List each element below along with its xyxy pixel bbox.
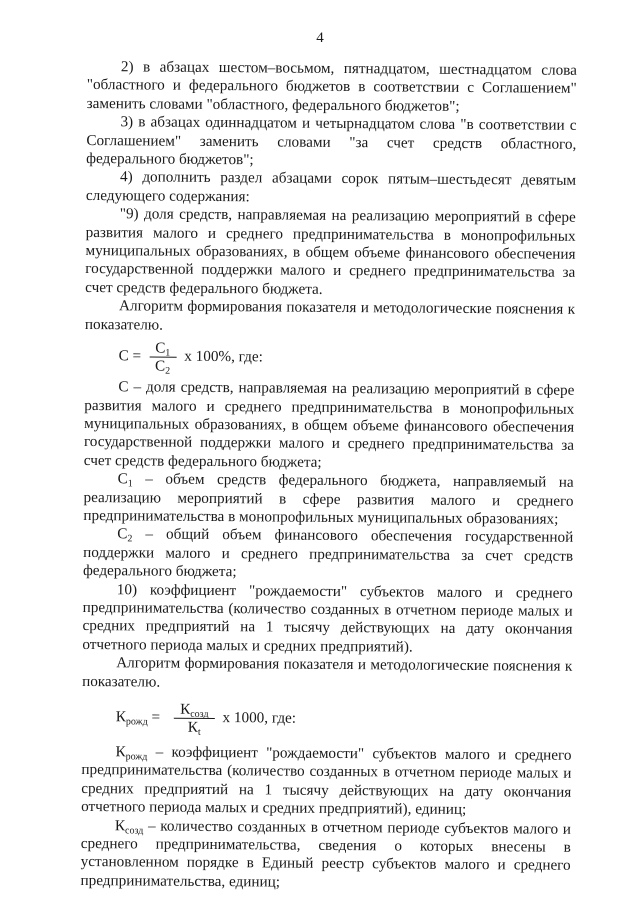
formula1-den-sub: 2 bbox=[165, 365, 171, 377]
formula2-lhs-base: К bbox=[115, 708, 127, 726]
paragraph-indicator-10: 10) коэффициент "рождаемости" субъектов малого и среднего предпринимательства (количество созданных в отчетном периоде малых и средних предприятий на 1 тысячу действующих на дату окончания отчетного периода малых и средних предприятий). bbox=[82, 580, 573, 656]
definition-k-rozhd bbox=[81, 743, 572, 820]
definition-c2 bbox=[83, 525, 573, 584]
definition-c: С – доля средств, направляемая на реализацию мероприятий в сфере развития малого и среднего предпринимательства в монопрофильных муниципальных образованиях, в общем объеме финансового обеспечения государственной поддержки малого и среднего предпринимательства за счет средств федерального бюджета; bbox=[83, 378, 575, 471]
definition-k-sozd-sub: созд bbox=[125, 824, 144, 837]
definition-k-sozd-text: – количество созданных в отчетном периоде субъектов малого и среднего предпринимательства, сведения о которых внесены в установленном порядке в Единый реестр субъектов малого и среднего предпринимательства, единиц; bbox=[80, 817, 572, 891]
formula-birth-rate bbox=[82, 691, 572, 747]
definition-c2-text: – общий объем финансового обеспечения государственной поддержки малого и среднего предпринимательства за счет средств федерального бюджета; bbox=[82, 525, 574, 581]
formula2-numerator bbox=[174, 700, 215, 720]
definition-c2-sub: 2 bbox=[127, 533, 133, 545]
formula1-den-base: С bbox=[155, 357, 166, 375]
formula2-lhs bbox=[116, 708, 160, 727]
definition-c1 bbox=[83, 470, 573, 529]
formula2-num-base: К bbox=[180, 700, 191, 718]
definition-c1-sub: 1 bbox=[127, 478, 133, 490]
formula2-rhs: х 1000, где: bbox=[222, 708, 297, 727]
paragraph-indicator-9: "9) доля средств, направляемая на реализацию мероприятий в сфере развития малого и среднего предпринимательства в монопрофильных муниципальных образованиях, в общем объеме финансового обеспечения государственной поддержки малого и среднего предпринимательства за счет средств федерального бюджета. bbox=[85, 205, 576, 298]
definition-c2-symbol: С bbox=[117, 525, 128, 543]
paragraph-item-2: 2) в абзацах шестом–восьмом, пятнадцатом, шестнадцатом слова "областного и федерального бюджетов в соответствии с Соглашением" заменить словами "областного, федерального бюджетов"; bbox=[86, 58, 577, 115]
formula1-lhs: С = bbox=[118, 347, 142, 365]
formula2-den-base: К bbox=[187, 718, 198, 736]
formula1-rhs: х 100%, где: bbox=[184, 347, 263, 366]
paragraph-algorithm-1: Алгоритм формирования показателя и методологические пояснения к показателю. bbox=[84, 297, 576, 334]
formula2-denominator bbox=[182, 718, 207, 738]
formula2-lhs-sub: рожд bbox=[125, 716, 148, 728]
page-number: 4 bbox=[316, 30, 324, 46]
formula1-num-sub: 1 bbox=[165, 347, 171, 359]
paragraph-item-3: 3) в абзацах одиннадцатом и четырнадцатом слова "в соответствии с Соглашением" заменить словами "за счет средств областного, федерального бюджетов"; bbox=[86, 113, 577, 169]
definition-k-sozd-symbol: К bbox=[114, 816, 126, 834]
formula2-equals: = bbox=[151, 708, 161, 726]
formula1-numerator bbox=[149, 339, 176, 359]
formula2-fraction bbox=[174, 700, 215, 738]
definition-c1-text: – объем средств федерального бюджета, направляемый на реализацию мероприятий в сфере развития малого и среднего предпринимательства в монопрофильных муниципальных образованиях; bbox=[83, 470, 574, 528]
formula1-num-base: С bbox=[155, 339, 166, 357]
formula1-denominator bbox=[149, 357, 176, 377]
formula2-den-sub: t bbox=[197, 726, 201, 738]
formula-share-of-funds bbox=[84, 334, 574, 382]
formula2-num-sub: созд bbox=[190, 708, 209, 720]
definition-c1-symbol: С bbox=[117, 470, 128, 488]
definition-k-rozhd-text: – коэффициент "рождаемости" субъектов малого и среднего предпринимательства (количество созданных в отчетном периоде малых и средних предприятий на 1 тысячу действующих на дату окончания отчетного периода малых и средних предприятий), единиц; bbox=[81, 743, 572, 819]
definition-k-rozhd-sub: рожд bbox=[125, 751, 148, 763]
paragraph-algorithm-2: Алгоритм формирования показателя и методологические пояснения к показателю. bbox=[82, 654, 573, 691]
definition-k-sozd bbox=[80, 817, 571, 894]
definition-k-rozhd-symbol: К bbox=[115, 743, 126, 761]
document-body bbox=[80, 58, 577, 894]
formula1-fraction bbox=[149, 339, 176, 377]
paragraph-item-4: 4) дополнить раздел абзацами сорок пятым–шестьдесят девятым следующего содержания: bbox=[85, 168, 577, 206]
